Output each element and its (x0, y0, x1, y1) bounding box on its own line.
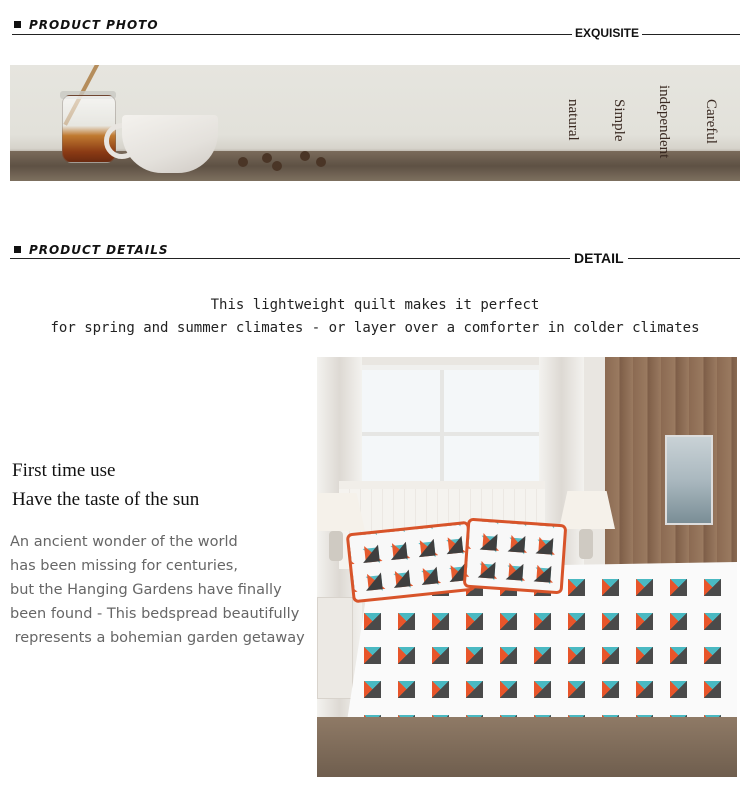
section-title-text: PRODUCT DETAILS (29, 243, 169, 257)
lamp-base (579, 529, 593, 559)
body-text-line: has been missing for centuries, (10, 558, 238, 574)
floor (317, 717, 737, 777)
section-title-product-photo (14, 18, 159, 32)
detail-label: DETAIL (570, 250, 628, 266)
body-text-line: but the Hanging Gardens have finally (10, 582, 282, 598)
description-line-2: for spring and summer climates - or layer over a comforter in colder climates (50, 320, 700, 336)
banner-word-natural: natural (565, 99, 581, 141)
table-lamp (559, 491, 615, 529)
banner-word-independent: independent (656, 85, 672, 159)
section-title-product-details (14, 243, 169, 257)
product-photo-banner (10, 65, 740, 181)
lamp-base (329, 531, 343, 561)
pine-cone (316, 157, 326, 167)
pine-cone (262, 153, 272, 163)
section-title-text: PRODUCT PHOTO (29, 18, 159, 32)
description-line-1: This lightweight quilt makes it perfect (210, 297, 540, 313)
nightstand (317, 597, 353, 699)
sailboat-painting (665, 435, 713, 525)
headline-taste-of-sun: Have the taste of the sun (12, 489, 200, 510)
bedroom-quilt-photo (317, 357, 737, 777)
square-bullet-icon (14, 21, 21, 28)
pillow-sham (346, 521, 477, 604)
body-text-line: represents a bohemian garden getaway (10, 630, 305, 646)
banner-word-careful: Careful (703, 99, 719, 144)
banner-word-simple: Simple (611, 99, 627, 142)
pine-cone (272, 161, 282, 171)
body-text-line: An ancient wonder of the world (10, 534, 238, 550)
square-bullet-icon (14, 246, 21, 253)
body-text-line: been found - This bedspread beautifully (10, 606, 300, 622)
window-mullion (342, 432, 542, 436)
exquisite-label: EXQUISITE (572, 26, 642, 40)
table-lamp (317, 493, 365, 531)
headline-first-time-use: First time use (12, 460, 116, 481)
section-divider (10, 258, 740, 259)
pine-cone (238, 157, 248, 167)
pine-cone (300, 151, 310, 161)
pillow-sham (463, 518, 568, 595)
